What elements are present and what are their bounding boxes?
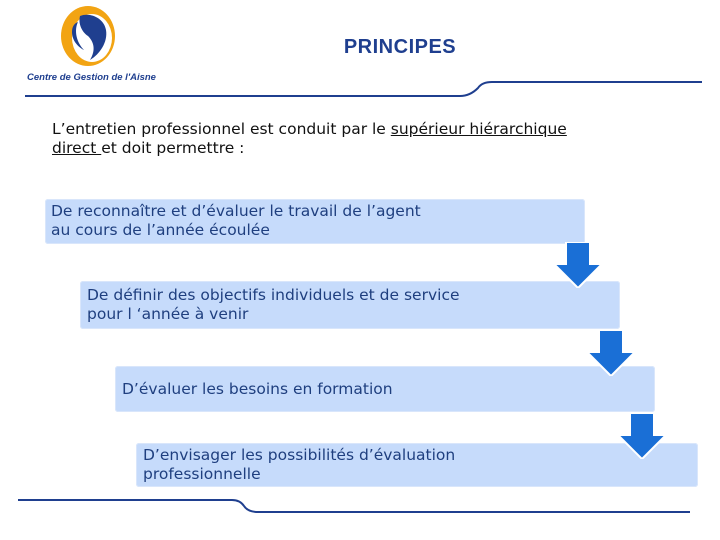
- down-arrow-icon: [552, 242, 604, 288]
- header-divider: [0, 0, 720, 120]
- footer-divider: [0, 490, 720, 520]
- step-2-line-1: De définir des objectifs individuels et de service: [87, 286, 460, 304]
- step-4-line-1: D’envisager les possibilités d’évaluation: [143, 446, 456, 464]
- intro-text-2: et doit permettre :: [101, 139, 245, 157]
- step-1-text: [51, 202, 421, 240]
- step-2-text: [87, 286, 460, 324]
- intro-text-1: L’entretien professionnel est conduit par le: [52, 120, 391, 138]
- step-3-line-1: D’évaluer les besoins en formation: [122, 380, 393, 398]
- logo-text: Centre de Gestion de l'Aisne: [27, 72, 156, 83]
- down-arrow-icon: [585, 330, 637, 376]
- step-4-text: [143, 446, 455, 484]
- step-2-line-2: pour l ‘année à venir: [87, 305, 249, 323]
- down-arrow-icon: [616, 413, 668, 459]
- step-box-1: [45, 199, 585, 244]
- step-box-2: [80, 281, 620, 329]
- step-1-line-1: De reconnaître et d’évaluer le travail de l’agent: [51, 202, 421, 220]
- intro-underlined-1: supérieur hiérarchique: [390, 120, 567, 138]
- step-4-line-2: professionnelle: [143, 465, 261, 483]
- step-box-4: [136, 443, 698, 487]
- intro-underlined-2: direct: [52, 139, 102, 157]
- step-box-3: [115, 366, 655, 412]
- step-1-line-2: au cours de l’année écoulée: [51, 221, 270, 239]
- intro-paragraph: [52, 120, 672, 158]
- page-title: PRINCIPES: [343, 36, 457, 58]
- step-3-text: [122, 380, 393, 399]
